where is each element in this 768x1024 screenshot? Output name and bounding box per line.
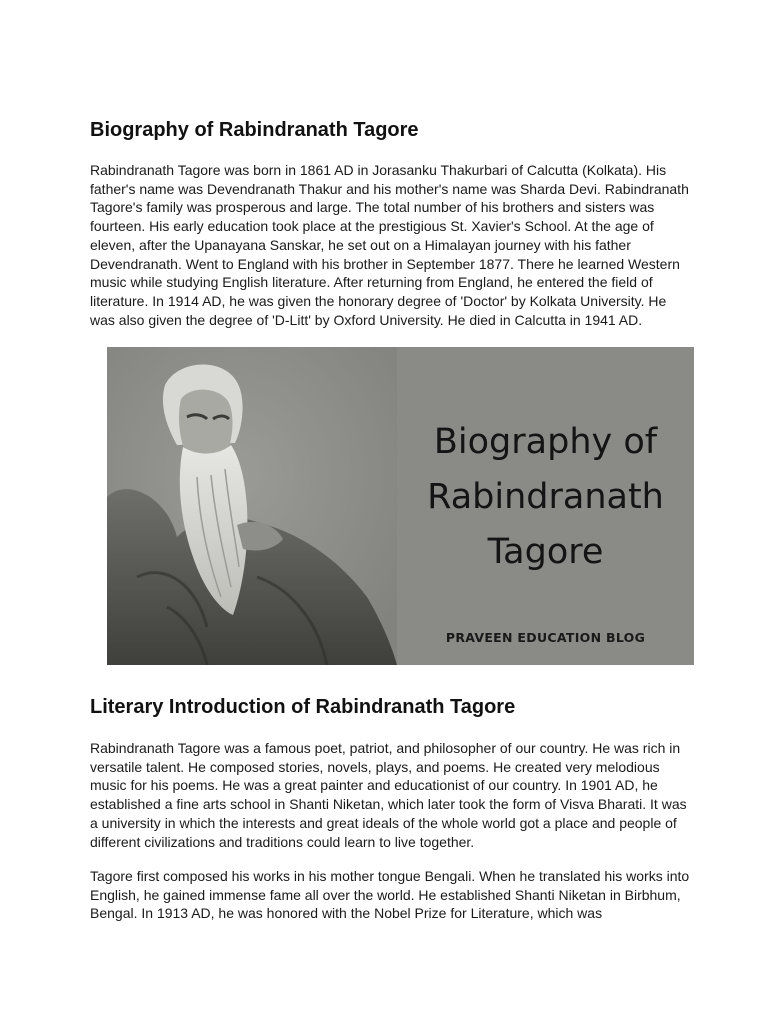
banner-title-line: Biography of [433,422,658,462]
banner-footer: PRAVEEN EDUCATION BLOG [445,630,646,645]
literary-paragraph-1: Rabindranath Tagore was a famous poet, patriot, and philosopher of our country. He was rich in versatile talent. He composed stories, novels, plays, and poems. He created very melodious music for his poems. He was a great painter and educationist of our country. In 1901 AD, he established a fine arts school in Shanti Niketan, which later took the form of Visva Bharati. It was a university in which the interests and great ideals of the whole world got a place and people of different civilizations and traditions could learn to live together. [90,740,687,850]
literary-heading: Literary Introduction of Rabindranath Tagore [90,696,516,718]
biography-heading: Biography of Rabindranath Tagore [90,119,419,141]
biography-paragraph: Rabindranath Tagore was born in 1861 AD in Jorasanku Thakurbari of Calcutta (Kolkata). His father's name was Devendranath Thakur and his mother's name was Sharda Devi. Rabindranath Tagore's family was prosperous and large. The total number of his brothers and sisters was fourteen. His early education took place at the prestigious St. Xavier's School. At the age of eleven, after the Upanayana Sanskar, he set out on a Himalayan journey with his father Devendranath. Went to England with his brother in September 1877. There he learned Western music while studying English literature. After returning from England, he entered the field of literature. In 1914 AD, he was given the honorary degree of 'Doctor' by Kolkata University. He was also given the degree of 'D-Litt' by Oxford University. He died in Calcutta in 1941 AD. [90,162,689,328]
biography-banner-image [107,347,694,665]
portrait-photo-icon [107,347,397,665]
banner-title [397,415,694,580]
banner-title-line: Tagore [487,532,604,572]
banner-title-line: Rabindranath [427,477,664,517]
literary-paragraph-2: Tagore first composed his works in his mother tongue Bengali. When he translated his works into English, he gained immense fame all over the world. He established Shanti Niketan in Birbhum, Bengal. In 1913 AD, he was honored with the Nobel Prize for Literature, which was [90,868,690,922]
